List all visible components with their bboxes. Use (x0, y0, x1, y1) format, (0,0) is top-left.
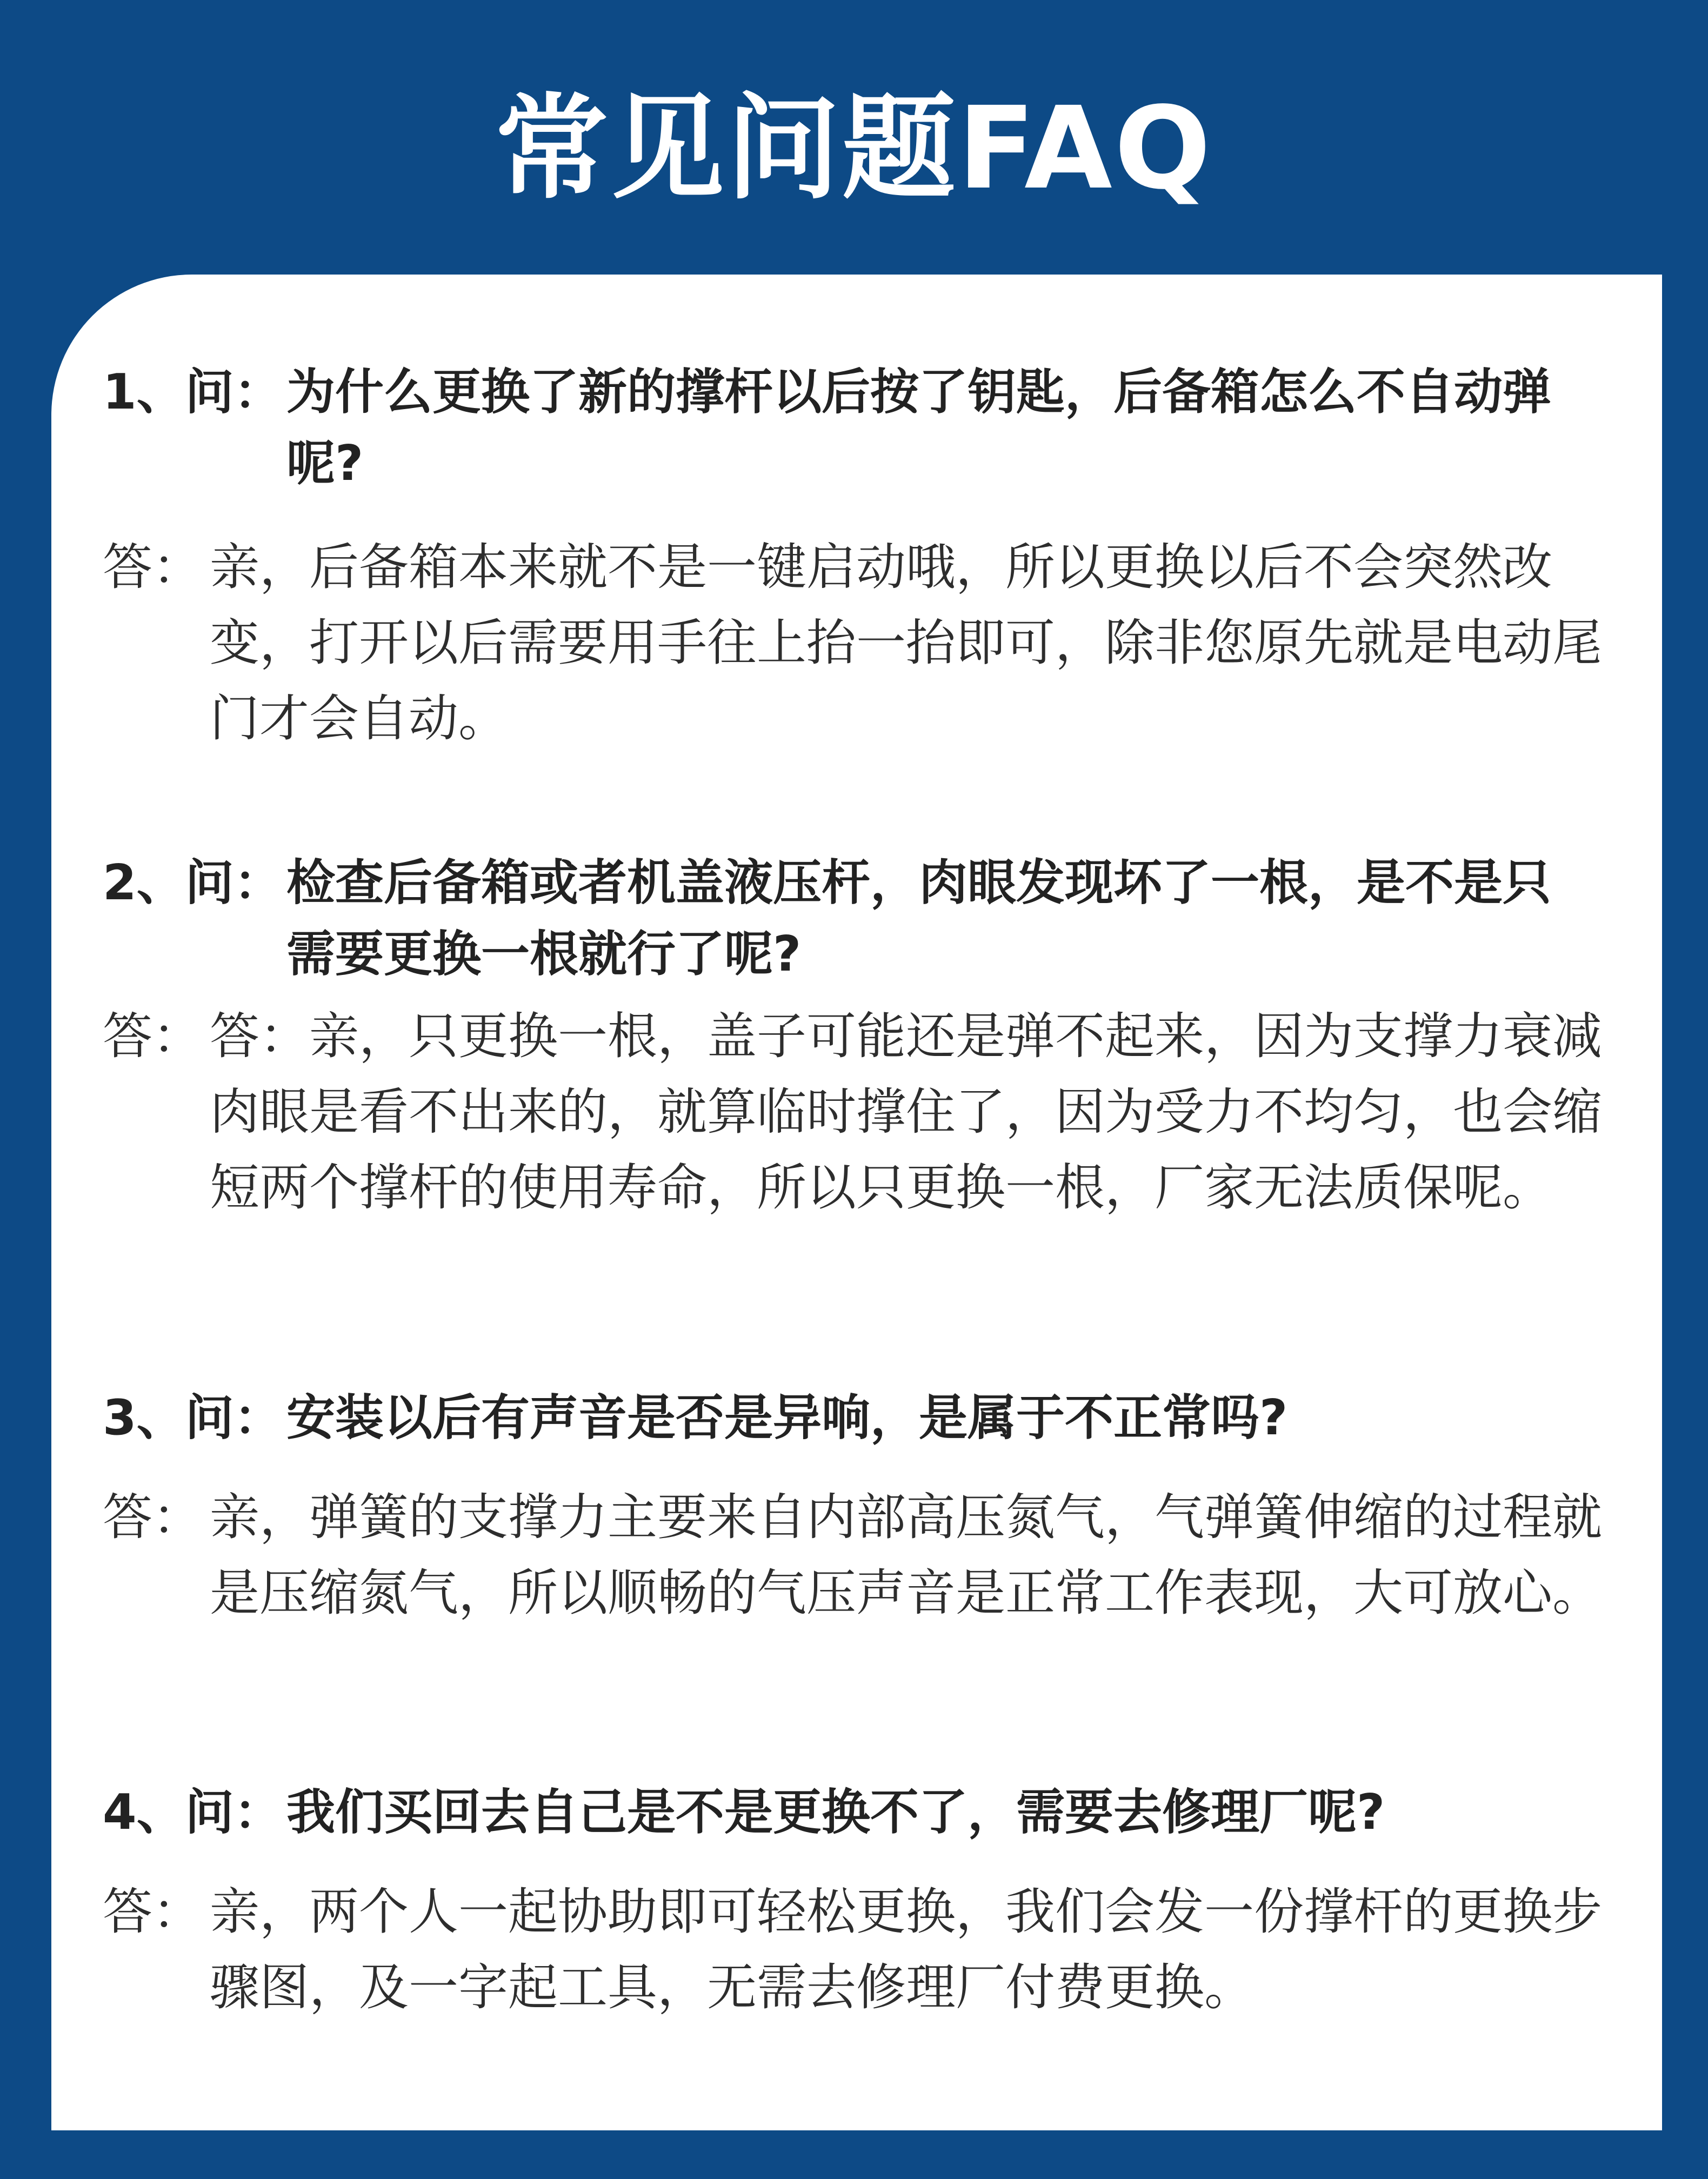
answer-prefix: 答： (103, 1883, 203, 1941)
question-prefix: 4、问： (103, 1784, 283, 1841)
question-prefix: 2、问： (103, 854, 283, 911)
question-prefix: 3、问： (103, 1389, 283, 1446)
answer-prefix: 答： (103, 1488, 203, 1546)
answer-text: 亲，弹簧的支撑力主要来自内部高压氮气，气弹簧伸缩的过程就是压缩氮气，所以顺畅的气压声音是正常工作表现，大可放心。 (210, 1488, 1603, 1622)
question-text: 为什么更换了新的撑杆以后按了钥匙，后备箱怎么不自动弹呢? (286, 364, 1551, 492)
question-prefix: 1、问： (103, 364, 283, 420)
answer-text: 亲，后备箱本来就不是一键启动哦，所以更换以后不会突然改变，打开以后需要用手往上抬一抬即可，除非您原先就是电动尾门才会自动。 (210, 538, 1603, 747)
answer-text: 答：亲，只更换一根，盖子可能还是弹不起来，因为支撑力衰减肉眼是看不出来的，就算临时撑住了，因为受力不均匀，也会缩短两个撑杆的使用寿命，所以只更换一根，厂家无法质保呢。 (210, 1007, 1603, 1217)
faq-card (51, 275, 1662, 2130)
question-text: 我们买回去自己是不是更换不了，需要去修理厂呢? (286, 1784, 1385, 1841)
question-text: 检查后备箱或者机盖液压杆，肉眼发现坏了一根，是不是只需要更换一根就行了呢? (286, 854, 1551, 982)
answer-prefix: 答： (103, 1007, 203, 1065)
answer-text: 亲，两个人一起协助即可轻松更换，我们会发一份撑杆的更换步骤图，及一字起工具，无需去修理厂付费更换。 (210, 1883, 1603, 2016)
page-title: 常见问题FAQ (495, 82, 1213, 215)
answer-prefix: 答： (103, 538, 203, 596)
question-text: 安装以后有声音是否是异响，是属于不正常吗? (286, 1389, 1288, 1446)
